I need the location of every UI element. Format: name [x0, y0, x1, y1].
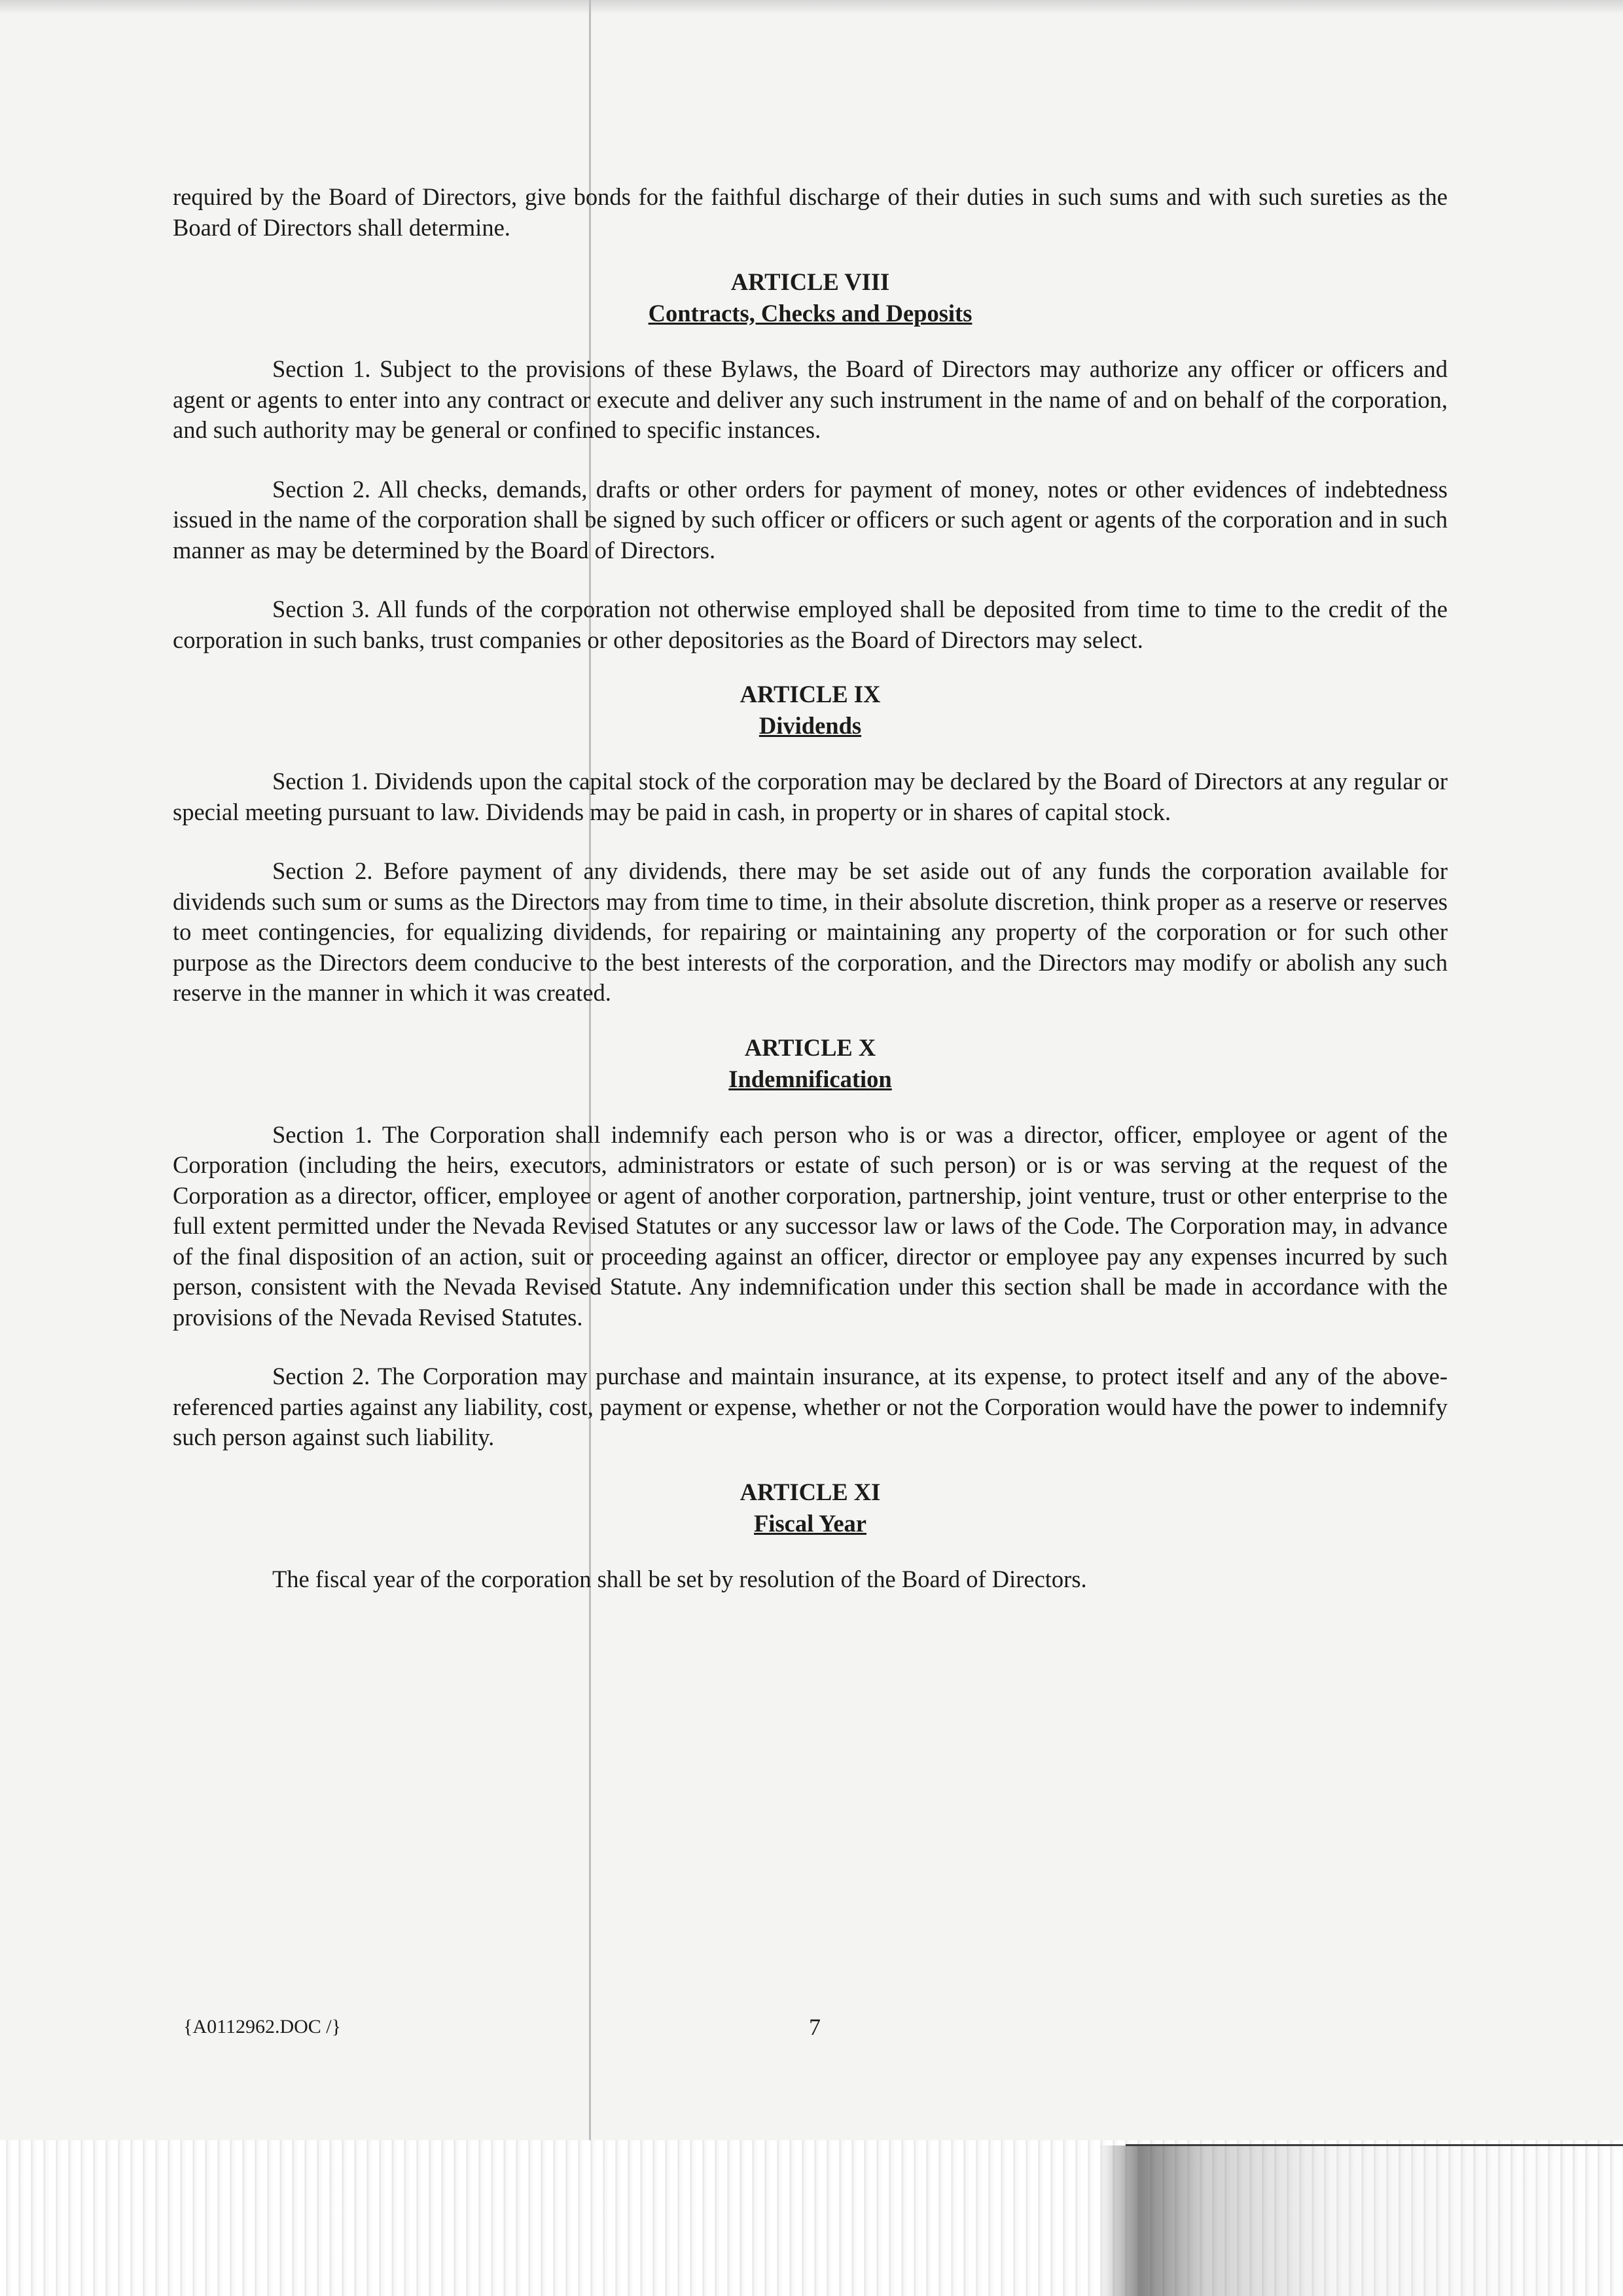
intro-paragraph: required by the Board of Directors, give bonds for the faithful discharge of their duties in such sums and with such sureties as the Board of Directors shall determine. — [173, 183, 1448, 241]
document-body — [173, 182, 1448, 1594]
article-subtitle: Fiscal Year — [754, 1509, 866, 1537]
article-subtitle: Dividends — [758, 712, 862, 739]
scan-paper-edge — [1126, 2144, 1623, 2146]
article-viii-section-2: Section 2. All checks, demands, drafts or other orders for payment of money, notes or other evidences of indebtedness issued in the name of the corporation shall be signed by such officer or officers or such agent or agents of the corporation and in such manner as may be determined by the Board of Directors. — [173, 475, 1448, 564]
article-ix-section-1: Section 1. Dividends upon the capital stock of the corporation may be declared by the Board of Directors at any regular or special meeting pursuant to law. Dividends may be paid in cash, in property or in shares of capital stock. — [173, 768, 1448, 825]
article-x-section-2: Section 2. The Corporation may purchase and maintain insurance, at its expense, to protect itself and any of the above-referenced parties against any liability, cost, payment or expense, whether or not the Corporation would have the power to indemnify such person against such liability. — [173, 1363, 1448, 1450]
article-subtitle: Indemnification — [728, 1065, 892, 1092]
article-viii-heading — [173, 266, 1448, 329]
scan-edge-smear — [1099, 2145, 1623, 2296]
article-xi-text: The fiscal year of the corporation shall be set by resolution of the Board of Directors. — [272, 1565, 1087, 1592]
article-subtitle: Contracts, Checks and Deposits — [648, 300, 972, 327]
article-title: ARTICLE XI — [740, 1478, 881, 1505]
scan-top-shadow — [0, 0, 1623, 14]
article-x-heading — [173, 1032, 1448, 1095]
article-viii-section-3: Section 3. All funds of the corporation not otherwise employed shall be deposited from time to time to the credit of the corporation in such banks, trust companies or other depositories as the Board of Directors may select. — [173, 596, 1448, 653]
article-title: ARTICLE X — [744, 1033, 876, 1061]
article-xi-heading — [173, 1477, 1448, 1539]
page-number: 7 — [809, 2014, 821, 2040]
article-ix-section-2: Section 2. Before payment of any dividends, there may be set aside out of any funds the corporation available for dividends such sum or sums as the Directors may from time to time, in their absolute discretion, think proper as a reserve or reserves to meet contingencies, for equalizing dividends, for repairing or maintaining any property of the corporation or for such other purpose as the Directors deem conducive to the best interests of the corporation, and the Directors may modify or abolish any such reserve in the manner in which it was created. — [173, 857, 1448, 1006]
article-ix-heading — [173, 679, 1448, 742]
article-title: ARTICLE IX — [740, 681, 881, 708]
article-viii-section-1: Section 1. Subject to the provisions of these Bylaws, the Board of Directors may authorize any officer or officers and agent or agents to enter into any contract or execute and deliver any such instrument in the name of and on behalf of the corporation, and such authority may be general or confined to specific instances. — [173, 355, 1448, 443]
footer-document-id: {A0112962.DOC /} — [183, 2016, 342, 2037]
article-x-section-1: Section 1. The Corporation shall indemnify each person who is or was a director, officer, employee or agent of the Corporation (including the heirs, executors, administrators or estate of such person) or is or was serving at the request of the Corporation as a director, officer, employee or agent of another corporation, partnership, joint venture, trust or other enterprise to the full extent permitted under the Nevada Revised Statutes or any successor law or laws of the Code. The Corporation may, in advance of the final disposition of an action, suit or proceeding against an officer, director or employee pay any expenses incurred by such person, consistent with the Nevada Revised Statute. Any indemnification under this section shall be made in accordance with the provisions of the Nevada Revised Statutes. — [173, 1121, 1448, 1331]
article-title: ARTICLE VIII — [730, 268, 890, 295]
